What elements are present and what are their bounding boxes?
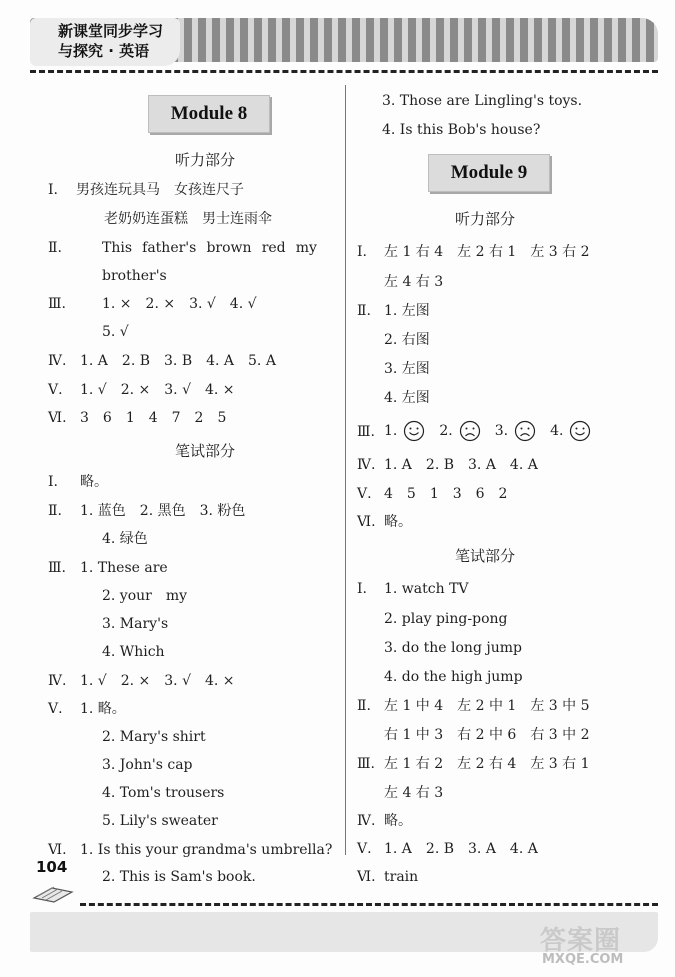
left-l3-label: Ⅲ. xyxy=(48,296,66,312)
left-l3-line1: 1. × 2. × 3. √ 4. √ xyxy=(102,296,257,312)
right-w3-label: Ⅲ. xyxy=(357,756,375,772)
book-title-line1: 新课堂同步学习 xyxy=(58,22,164,40)
book-icon xyxy=(32,878,76,904)
left-w5-item: 4. Tom's trousers xyxy=(102,785,225,801)
right-cont-item: 3. Those are Lingling's toys. xyxy=(382,93,583,109)
right-w3-line2: 左 4 右 3 xyxy=(384,785,444,801)
right-w1-label: Ⅰ. xyxy=(357,581,367,597)
right-l1-line1: 左 1 右 4 左 2 右 1 左 3 右 2 xyxy=(384,244,590,260)
right-w1-item: 1. watch TV xyxy=(384,581,469,597)
left-w2-line2: 4. 绿色 xyxy=(102,531,148,547)
left-w6-item: 2. This is Sam's book. xyxy=(102,869,256,885)
left-l1-label: Ⅰ. xyxy=(48,182,58,198)
left-l2-word: brown xyxy=(206,240,252,256)
right-w6-label: Ⅵ. xyxy=(357,869,376,885)
left-w3-item: 2. your my xyxy=(102,588,188,604)
right-w2-line2: 右 1 中 3 右 2 中 6 右 3 中 2 xyxy=(384,727,590,743)
footer-divider xyxy=(80,903,658,906)
left-w5-label: Ⅴ. xyxy=(48,701,63,717)
face-number: 1. xyxy=(384,423,398,439)
right-l4-label: Ⅳ. xyxy=(357,457,376,473)
sad-face-icon xyxy=(459,420,481,442)
left-w5-item: 3. John's cap xyxy=(102,757,193,773)
left-w2-line1: 1. 蓝色 2. 黑色 3. 粉色 xyxy=(80,503,246,519)
left-l2-word: This xyxy=(102,240,133,256)
right-l3-label: Ⅲ. xyxy=(357,424,375,440)
right-l5-line: 4 5 1 3 6 2 xyxy=(384,486,508,502)
face-number: 3. xyxy=(494,423,509,439)
left-listening-title: 听力部分 xyxy=(175,151,236,169)
watermark-url: MXQE.COM xyxy=(542,952,624,967)
right-w5-label: Ⅴ. xyxy=(357,841,372,857)
left-w6-item: 1. Is this your grandma's umbrella? xyxy=(80,842,333,858)
left-w3-item: 3. Mary's xyxy=(102,616,169,632)
happy-face-icon xyxy=(403,420,425,442)
right-l2-item: 3. 左图 xyxy=(384,361,430,377)
left-l6-line: 3 6 1 4 7 2 5 xyxy=(80,410,227,426)
left-l1-line1: 男孩连玩具马 女孩连尺子 xyxy=(76,182,244,198)
right-l5-label: Ⅴ. xyxy=(357,486,372,502)
left-w3-item: 4. Which xyxy=(102,644,165,660)
left-w5-item: 2. Mary's shirt xyxy=(102,729,206,745)
right-w3-line1: 左 1 右 2 左 2 右 4 左 3 右 1 xyxy=(384,756,590,772)
left-w6-label: Ⅵ. xyxy=(48,842,67,858)
right-w1-item: 4. do the high jump xyxy=(384,669,523,685)
right-w5-line: 1. A 2. B 3. A 4. A xyxy=(384,841,538,857)
face-number: 2. xyxy=(439,423,453,439)
right-w2-label: Ⅱ. xyxy=(357,698,371,714)
left-writing-title: 笔试部分 xyxy=(175,442,236,460)
sad-face-icon xyxy=(514,420,536,442)
right-w6-line: train xyxy=(384,869,419,885)
right-l2-item: 2. 右图 xyxy=(384,332,430,348)
right-l6-label: Ⅵ. xyxy=(357,514,376,530)
left-w1-label: Ⅰ. xyxy=(48,474,58,490)
left-w5-item: 5. Lily's sweater xyxy=(102,813,218,829)
left-w4-label: Ⅳ. xyxy=(48,673,67,689)
left-l5-label: Ⅴ. xyxy=(48,382,63,398)
header-divider xyxy=(30,70,658,73)
left-l2-word: father's xyxy=(142,240,197,256)
left-w3-label: Ⅲ. xyxy=(48,560,66,576)
left-w5-item: 1. 略。 xyxy=(80,701,126,717)
right-listening-title: 听力部分 xyxy=(455,210,516,228)
right-w1-item: 3. do the long jump xyxy=(384,640,522,656)
book-title-line2: 与探究 · 英语 xyxy=(58,42,150,60)
right-l1-label: Ⅰ. xyxy=(357,244,367,260)
watermark: 答案圈 xyxy=(540,926,622,956)
left-l2-label: Ⅱ. xyxy=(48,240,62,256)
left-l5-line: 1. √ 2. × 3. √ 4. × xyxy=(80,382,235,398)
right-l6-line: 略。 xyxy=(384,514,412,530)
module-9-title: Module 9 xyxy=(428,154,550,192)
page-number: 104 xyxy=(36,858,68,876)
left-w4-line: 1. √ 2. × 3. √ 4. × xyxy=(80,673,235,689)
happy-face-icon xyxy=(569,420,591,442)
left-l2-line2: brother's xyxy=(102,268,167,284)
face-number: 4. xyxy=(550,423,564,439)
left-l2-word: my xyxy=(295,240,317,256)
right-l2-item: 4. 左图 xyxy=(384,390,430,406)
module-8-title: Module 8 xyxy=(148,95,270,133)
left-l1-line2: 老奶奶连蛋糕 男士连雨伞 xyxy=(104,211,272,227)
left-l4-label: Ⅳ. xyxy=(48,353,67,369)
right-l3-faces xyxy=(384,420,591,442)
right-w1-item: 2. play ping-pong xyxy=(384,611,508,627)
right-w4-label: Ⅳ. xyxy=(357,813,376,829)
right-l2-item: 1. 左图 xyxy=(384,303,430,319)
left-l6-label: Ⅵ. xyxy=(48,410,67,426)
left-l4-line: 1. A 2. B 3. B 4. A 5. A xyxy=(80,353,276,369)
left-w2-label: Ⅱ. xyxy=(48,503,62,519)
right-cont-item: 4. Is this Bob's house? xyxy=(382,122,541,138)
left-w1-line: 略。 xyxy=(80,474,108,490)
left-w3-item: 1. These are xyxy=(80,560,168,576)
left-l3-line2: 5. √ xyxy=(102,324,129,340)
right-l1-line2: 左 4 右 3 xyxy=(384,274,444,290)
column-divider xyxy=(345,85,346,855)
right-writing-title: 笔试部分 xyxy=(455,547,516,565)
left-l2-word: red xyxy=(261,240,286,256)
left-l2-line1 xyxy=(102,238,317,258)
right-w4-line: 略。 xyxy=(384,813,412,829)
right-w2-line1: 左 1 中 4 左 2 中 1 左 3 中 5 xyxy=(384,698,590,714)
right-l4-line: 1. A 2. B 3. A 4. A xyxy=(384,457,538,473)
right-l2-label: Ⅱ. xyxy=(357,303,371,319)
